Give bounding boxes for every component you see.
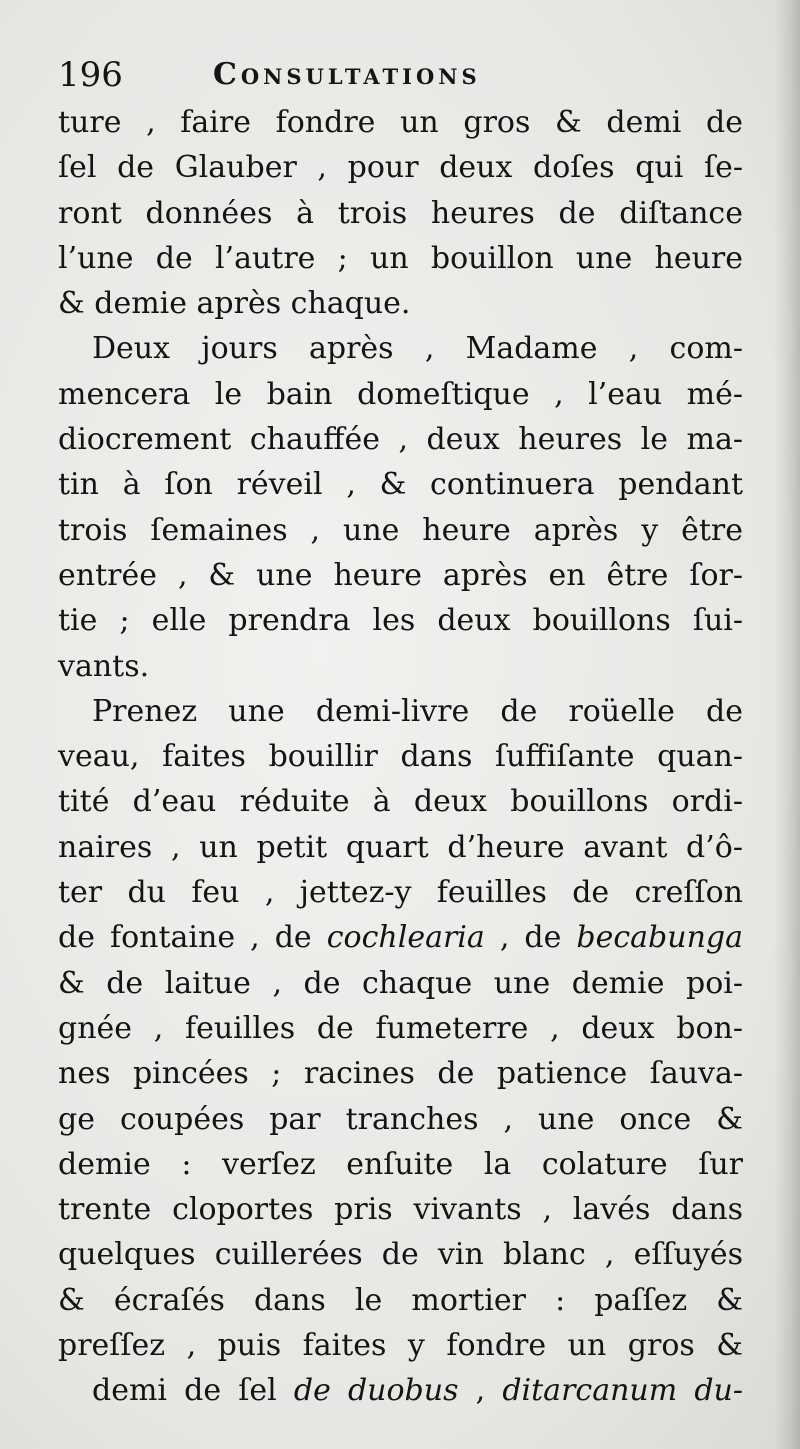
- text-run: l’une de l’autre ; un bouillon une heure: [58, 240, 743, 276]
- text-line: [58, 326, 743, 371]
- text-run: demi de ſel: [92, 1373, 294, 1409]
- text-run: , de: [484, 920, 577, 956]
- text-line: [58, 1006, 743, 1051]
- text-run: quelques cuillerées de vin blanc , eſſuyés: [58, 1237, 743, 1273]
- text-line: [58, 825, 743, 870]
- text-line: [58, 779, 743, 824]
- text-run: preſſez , puis faites y fondre un gros &: [58, 1328, 743, 1364]
- text-line: [58, 417, 743, 462]
- page-edge-shadow: [774, 0, 800, 1449]
- text-run: tin à ſon réveil , & continuera pendant: [58, 467, 743, 503]
- text-line: [58, 100, 743, 145]
- text-line: [58, 1142, 743, 1187]
- text-line: [58, 598, 743, 643]
- text-line: [58, 1051, 743, 1096]
- text-line: [58, 1187, 743, 1232]
- text-run: ter du feu , jettez-y feuilles de creſſon: [58, 875, 743, 911]
- text-run: trente cloportes pris vivants , lavés dans: [58, 1192, 743, 1228]
- text-run: de fontaine , de: [58, 920, 327, 956]
- text-run: & de laitue , de chaque une demie poi-: [58, 965, 743, 1001]
- text-line: [58, 870, 743, 915]
- text-run: tité d’eau réduite à deux bouillons ordi-: [58, 784, 743, 820]
- text-line: [58, 462, 743, 507]
- text-line: [58, 508, 743, 553]
- text-line: [58, 961, 743, 1006]
- text-run: trois ſemaines , une heure après y être: [58, 512, 743, 548]
- text-run: mencera le bain domeſtique , l’eau mé-: [58, 376, 743, 412]
- text-run: ,: [458, 1373, 503, 1409]
- text-line: [58, 644, 743, 689]
- text-line: [58, 1232, 743, 1277]
- text-run: & demie après chaque.: [58, 286, 411, 322]
- text-line: [58, 1097, 743, 1142]
- page-number: 196: [58, 55, 123, 95]
- text-run: naires , un petit quart d’heure avant d’ô-: [58, 829, 743, 865]
- text-run: ſel de Glauber , pour deux doſes qui ſe-: [58, 150, 743, 186]
- text-run: vants.: [58, 648, 150, 684]
- text-line: [58, 145, 743, 190]
- text-run: entrée , & une heure après en être ſor-: [58, 557, 743, 593]
- text-run: Prenez une demi-livre de roüelle de: [92, 693, 743, 729]
- text-line: [58, 734, 743, 779]
- italic-term: becabunga: [576, 920, 743, 956]
- text-run: & écraſés dans le mortier : paſſez &: [58, 1282, 743, 1318]
- text-run: nes pincées ; racines de patience ſauva-: [58, 1056, 743, 1092]
- text-line: [58, 689, 743, 734]
- text-run: diocrement chauffée , deux heures le ma-: [58, 422, 743, 458]
- italic-term: cochlearia: [326, 920, 485, 956]
- text-line: [58, 915, 743, 960]
- text-run: ge coupées par tranches , une once &: [58, 1101, 743, 1137]
- italic-term: de duobus: [293, 1373, 459, 1409]
- text-line: [58, 1278, 743, 1323]
- text-line: [58, 281, 743, 326]
- text-run: veau, faites bouillir dans ſuffiſante quan-: [58, 739, 743, 775]
- text-run: tie ; elle prendra les deux bouillons ſui-: [58, 603, 743, 639]
- text-line: [58, 372, 743, 417]
- text-line: [58, 191, 743, 236]
- text-line: [58, 553, 743, 598]
- running-title: Consultations: [213, 57, 481, 92]
- page-header: [58, 50, 748, 100]
- text-run: gnée , feuilles de fumeterre , deux bon-: [58, 1010, 743, 1046]
- text-line: [58, 1323, 743, 1368]
- text-run: Deux jours après , Madame , com-: [92, 331, 743, 367]
- body-text: [58, 100, 743, 1414]
- text-run: demie : verſez enſuite la colature ſur: [58, 1146, 743, 1182]
- italic-term: ditarcanum du-: [502, 1373, 743, 1409]
- text-run: ture , faire fondre un gros & demi de: [58, 105, 743, 140]
- text-run: ront données à trois heures de diſtance: [58, 195, 743, 231]
- text-line: [58, 1368, 743, 1413]
- text-line: [58, 236, 743, 281]
